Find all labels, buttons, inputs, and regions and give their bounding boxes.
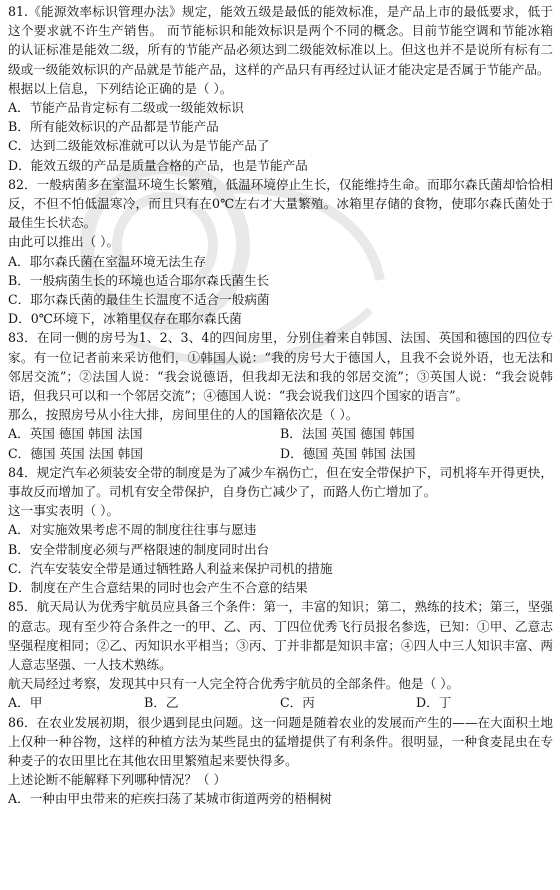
option-row bbox=[8, 424, 553, 443]
option-c: C．达到二级能效标准就可以认为是节能产品了 bbox=[8, 138, 270, 154]
question-stem: 84．规定汽车必须装安全带的制度是为了减少车祸伤亡，但在安全带保护下，司机将车开得更快，事故反而增加了。司机有安全带保护，自身伤亡减少了，而路人伤亡增加了。 bbox=[8, 464, 553, 500]
option-a: A．一种由甲虫带来的疟疾扫荡了某城市街道两旁的梧桐树 bbox=[8, 791, 332, 807]
question-stem: 86．在农业发展初期，很少遇到昆虫问题。这一问题是随着农业的发展而产生的——在大面积土地上仅种一种谷物，这样的种植方法为某些昆虫的猛增提供了有利条件。很明显，一种食麦昆虫在专种麦子的农田里比在其他农田里繁殖起来要快得多。 bbox=[8, 714, 553, 768]
question-prompt: 那么，按照房号从小往大排，房间里住的人的国籍依次是（ ）。 bbox=[8, 407, 359, 423]
question-stem: 82．一般病菌多在室温环境生长繁殖，低温环境停止生长，仅能维持生命。而耶尔森氏菌却恰恰相反，不但不怕低温寒冷，而且只有在0℃左右才大量繁殖。冰箱里存储的食物，使耶尔森氏菌处于最佳生长状态。 bbox=[8, 176, 553, 231]
option-row bbox=[8, 693, 553, 712]
option-a: A．节能产品肯定标有二级或一级能效标识 bbox=[8, 100, 244, 116]
question-86 bbox=[8, 713, 553, 809]
option-b: B．一般病菌生长的环境也适合耶尔森氏菌生长 bbox=[8, 272, 270, 288]
option-c: C．耶尔森氏菌的最佳生长温度不适合一般病菌 bbox=[8, 292, 270, 308]
option-a: A．英国 德国 韩国 法国 bbox=[8, 426, 143, 442]
question-prompt: 根据以上信息，下列结论正确的是（ ）。 bbox=[8, 80, 233, 96]
option-b: B．安全带制度必须与严格限速的制度同时出台 bbox=[8, 541, 270, 557]
option-a: A．耶尔森氏菌在室温环境无法生存 bbox=[8, 253, 207, 269]
option-c: C．汽车安装安全带是通过牺牲路人利益来保护司机的措施 bbox=[8, 560, 333, 576]
question-prompt: 上述论断不能解释下列哪种情况？（ ） bbox=[8, 772, 227, 788]
question-prompt: 这一事实表明（ ）。 bbox=[8, 503, 120, 519]
question-prompt: 航天局经过考察，发现其中只有一人完全符合优秀宇航员的全部条件。他是（ ）。 bbox=[8, 676, 460, 692]
question-85 bbox=[8, 597, 553, 712]
question-83 bbox=[8, 328, 553, 462]
question-81 bbox=[8, 2, 553, 175]
question-stem: 85．航天局认为优秀宇航员应具备三个条件：第一，丰富的知识；第二，熟练的技术；第三，坚强的意志。现有至少符合条件之一的甲、乙、丙、丁四位优秀飞行员报名参选，已知：①甲、乙意志坚强程度相同；②乙、丙知识水平相当；③丙、丁并非都是知识丰富；④四人中三人知识丰富、两人意志坚强、一人技术熟练。 bbox=[8, 599, 553, 672]
option-row bbox=[8, 444, 553, 463]
option-c: C．德国 英国 法国 韩国 bbox=[8, 445, 143, 461]
option-d: D．德国 英国 韩国 法国 bbox=[280, 445, 416, 461]
option-b: B．乙 bbox=[144, 695, 179, 711]
question-stem: 81.《能源效率标识管理办法》规定，能效五级是最低的能效标准，是产品上市的最低要求，低于这个要求就不许生产销售。 而节能标识和能效标识是两个不同的概念。目前节能空调和节能冰箱的认证标准是能效二级，所有的节能产品必须达到二级能效标准以上。但这也并不是说所有标有二级或一级能效标识的产品就是节能产品，这样的产品只有再经过认证才能决定是否属于节能产品。 bbox=[8, 4, 553, 77]
option-d: D．制度在产生合意结果的同时也会产生不合意的结果 bbox=[8, 580, 308, 596]
exam-page bbox=[8, 2, 553, 809]
question-prompt: 由此可以推出（ ）。 bbox=[8, 234, 120, 250]
option-c: C．丙 bbox=[280, 695, 315, 711]
option-d: D．能效五级的产品是质量合格的产品，也是节能产品 bbox=[8, 157, 308, 173]
option-a: A．甲 bbox=[8, 695, 43, 711]
question-84 bbox=[8, 463, 553, 597]
option-d: D．0℃环境下，冰箱里仅存在耶尔森氏菌 bbox=[8, 311, 242, 327]
option-d: D．丁 bbox=[416, 695, 452, 711]
question-stem: 83．在同一侧的房号为1、2、3、4的四间房里，分别住着来自韩国、法国、英国和德国的四位专家。有一位记者前来采访他们，①韩国人说：“我的房号大于德国人，且我不会说外语，也无法和邻居交流”；②法国人说：“我会说德语，但我却无法和我的邻居交流”；③英国人说：“我会说韩语，但我只可以和一个邻居交流”；④德国人说：“我会说我们这四个国家的语言”。 bbox=[8, 330, 553, 404]
option-b: B．法国 英国 德国 韩国 bbox=[280, 426, 415, 442]
option-b: B．所有能效标识的产品都是节能产品 bbox=[8, 119, 219, 135]
option-a: A．对实施效果考虑不周的制度往往事与愿违 bbox=[8, 522, 257, 538]
question-82 bbox=[8, 175, 553, 329]
